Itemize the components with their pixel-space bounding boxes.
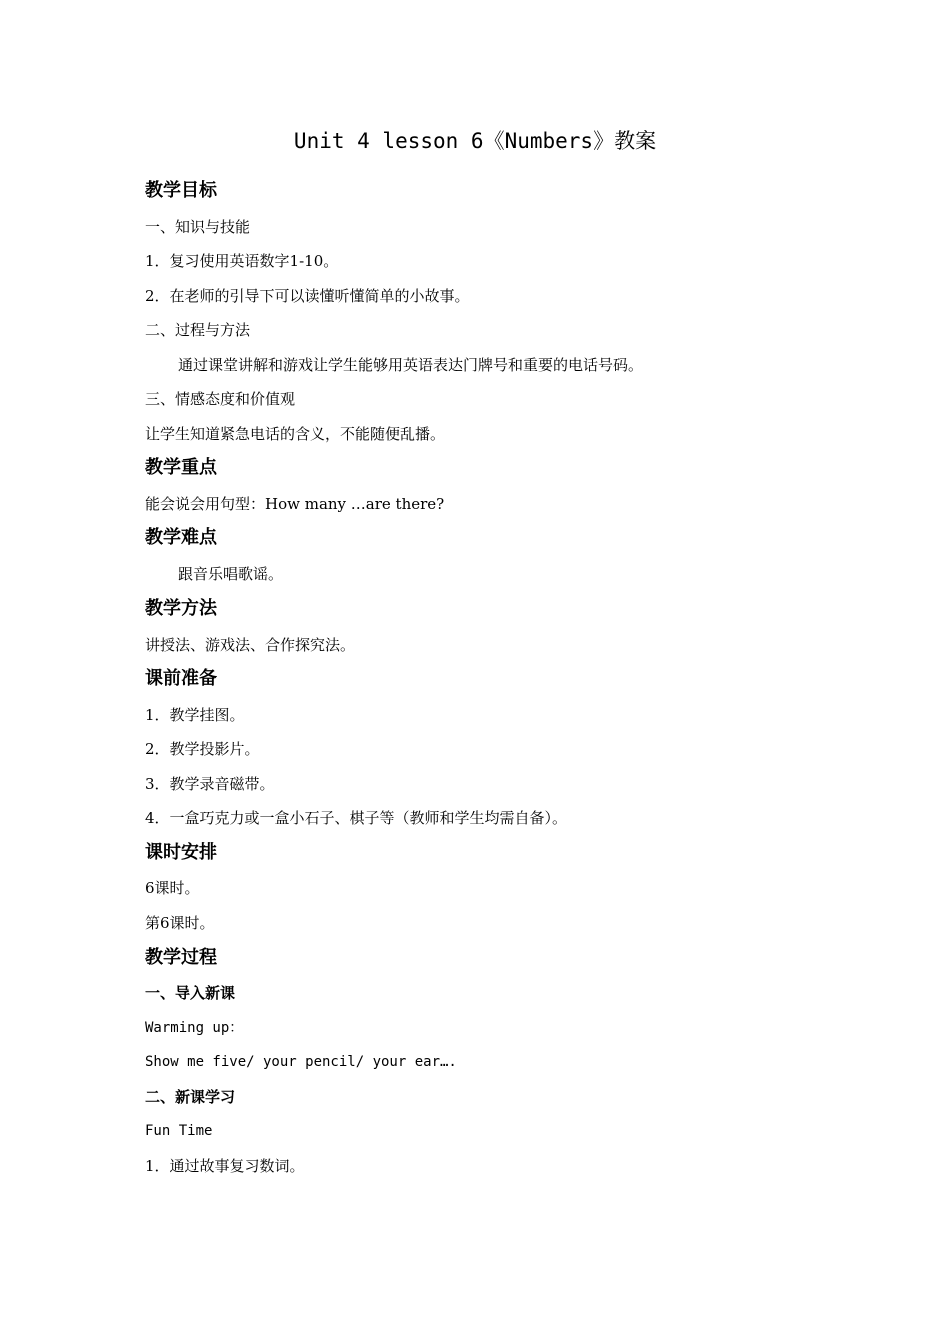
knowledge-item-1: 1．复习使用英语数字1-10。: [145, 252, 339, 270]
procedure-step-1: 1．通过故事复习数词。: [145, 1157, 305, 1175]
key-points-text: 能会说会用句型：How many …are there?: [145, 495, 445, 513]
subheading-intro: 一、导入新课: [145, 984, 236, 1002]
section-heading-difficulties: 教学难点: [145, 527, 217, 548]
subheading-process: 二、过程与方法: [145, 321, 251, 339]
document-title: Unit 4 lesson 6《Numbers》教案: [293, 129, 657, 153]
section-heading-procedure: 教学过程: [145, 947, 217, 968]
schedule-current: 第6课时。: [145, 914, 215, 932]
subheading-emotion: 三、情感态度和价值观: [145, 390, 296, 408]
knowledge-item-2: 2．在老师的引导下可以读懂听懂简单的小故事。: [145, 287, 470, 305]
warming-up-label: Warming up：: [145, 1020, 244, 1036]
process-text: 通过课堂讲解和游戏让学生能够用英语表达门牌号和重要的电话号码。: [178, 356, 644, 374]
preparation-item-4: 4．一盒巧克力或一盒小石子、棋子等（教师和学生均需自备）。: [145, 809, 568, 827]
section-heading-preparation: 课前准备: [145, 668, 217, 689]
section-heading-objectives: 教学目标: [145, 180, 217, 201]
preparation-item-3: 3．教学录音磁带。: [145, 775, 275, 793]
preparation-item-1: 1．教学挂图。: [145, 706, 245, 724]
section-heading-key-points: 教学重点: [145, 457, 217, 478]
difficulties-text: 跟音乐唱歌谣。: [178, 565, 284, 583]
section-heading-methods: 教学方法: [145, 598, 217, 619]
preparation-item-2: 2．教学投影片。: [145, 740, 260, 758]
emotion-text: 让学生知道紧急电话的含义，不能随便乱播。: [145, 425, 446, 443]
subheading-knowledge: 一、知识与技能: [145, 218, 251, 236]
section-heading-schedule: 课时安排: [145, 842, 217, 863]
subheading-new-lesson: 二、新课学习: [145, 1088, 236, 1106]
fun-time-label: Fun Time: [145, 1123, 213, 1139]
methods-text: 讲授法、游戏法、合作探究法。: [145, 636, 356, 654]
warming-up-text: Show me five/ your pencil/ your ear….: [145, 1054, 457, 1070]
schedule-total: 6课时。: [145, 879, 200, 897]
